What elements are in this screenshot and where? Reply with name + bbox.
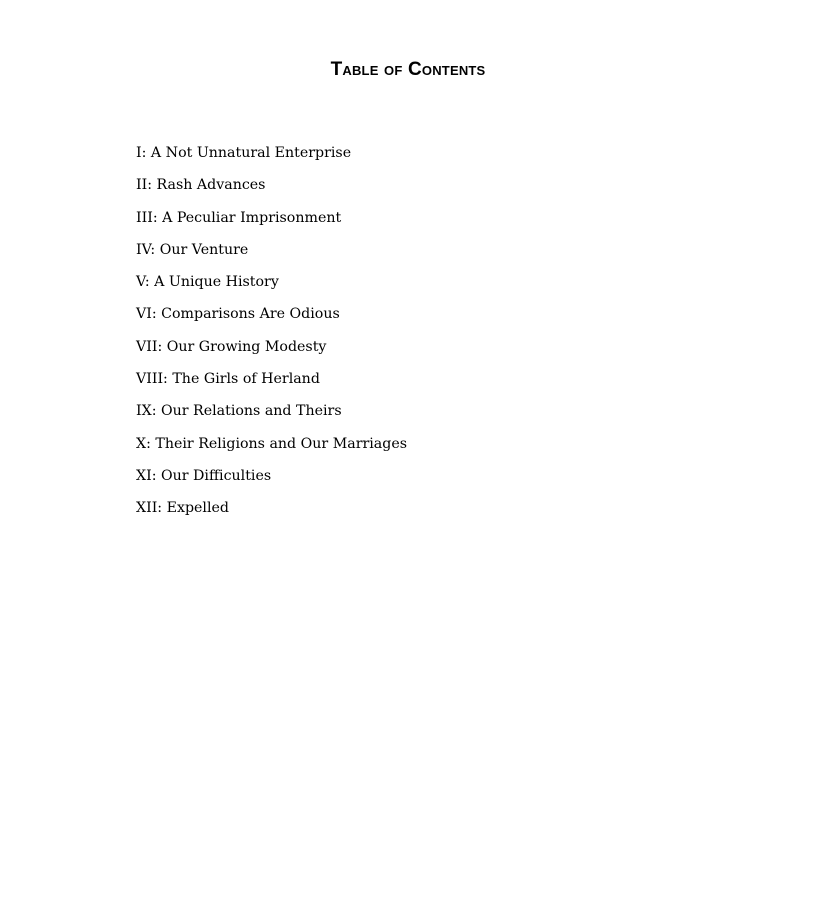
toc-entry-chapter-2[interactable]: II: Rash Advances bbox=[136, 177, 266, 194]
toc-list bbox=[136, 143, 407, 531]
toc-entry-chapter-7[interactable]: VII: Our Growing Modesty bbox=[136, 338, 327, 355]
toc-entry-chapter-1[interactable]: I: A Not Unnatural Enterprise bbox=[136, 145, 352, 161]
page-title: Table of Contents bbox=[330, 59, 486, 80]
toc-entry-chapter-11[interactable]: XI: Our Difficulties bbox=[136, 467, 272, 484]
toc-entry-chapter-6[interactable]: VI: Comparisons Are Odious bbox=[136, 306, 340, 323]
toc-entry-chapter-3[interactable]: III: A Peculiar Imprisonment bbox=[136, 209, 342, 226]
toc-entry-chapter-5[interactable]: V: A Unique History bbox=[136, 274, 279, 291]
toc-entry-chapter-4[interactable]: IV: Our Venture bbox=[136, 241, 249, 258]
toc-entry-chapter-10[interactable]: X: Their Religions and Our Marriages bbox=[136, 435, 408, 452]
toc-entry-chapter-12[interactable]: XII: Expelled bbox=[136, 500, 229, 517]
toc-entry-chapter-8[interactable]: VIII: The Girls of Herland bbox=[136, 371, 320, 388]
toc-entry-chapter-9[interactable]: IX: Our Relations and Theirs bbox=[136, 403, 342, 420]
